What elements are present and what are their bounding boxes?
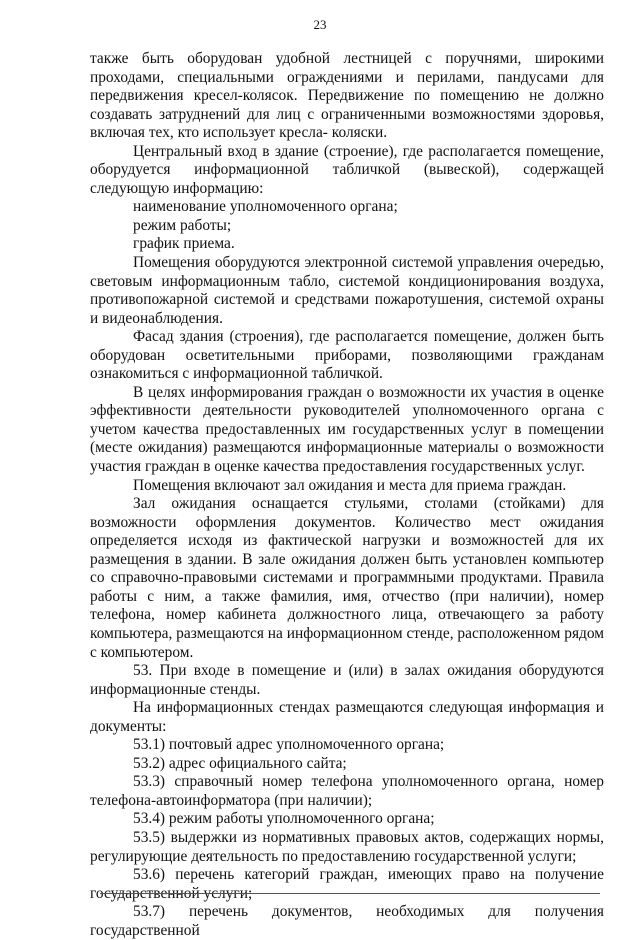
paragraph: также быть оборудован удобной лестницей с поручнями, широкими проходами, специальными ограждениями и перилами, пандусами для передвижения кресел-колясок. Передвижение по помещению не должно создавать затруднений для лиц с ограниченными возможностями здоровья, включая тех, кто использует кресла- коляски.: [90, 50, 604, 142]
paragraph: Помещения оборудуются электронной системой управления очередью, световым информационным табло, системой кондиционирования воздуха, противопожарной системой и средствами пожаротушения, системой охраны и видеонаблюдения.: [90, 254, 604, 327]
paragraph: Помещения включают зал ожидания и места для приема граждан.: [133, 476, 567, 494]
paragraph: 53.2) адрес официального сайта;: [133, 754, 347, 772]
paragraph: В целях информирования граждан о возможности их участия в оценке эффективности деятельности руководителей уполномоченного органа с учетом качества предоставленных им государственных услуг в помещении (месте ожидания) размещаются информационные материалы о возможности участия граждан в оценке качества предоставления государственных услуг.: [90, 383, 604, 476]
document-body: [90, 50, 604, 940]
list-item: наименование уполномоченного органа;: [133, 198, 398, 216]
list-item: график приема.: [133, 235, 235, 253]
page-bottom-rule: [100, 893, 600, 894]
paragraph: Зал ожидания оснащается стульями, столами (стойками) для возможности оформления документов. Количество мест ожидания определяется исходя из фактической нагрузки и возможностей для их размещения в здании. В зале ожидания должен быть установлен компьютер со справочно-правовыми системами и программными продуктами. Правила работы с ним, а также фамилия, имя, отчество (при наличии), номер телефона, номер кабинета должностного лица, отвечающего за работу компьютера, размещаются на информационном стенде, расположенном рядом с компьютером.: [90, 495, 604, 661]
paragraph: 53.6) перечень категорий граждан, имеющих право на получение государственной услуги;: [90, 866, 604, 902]
paragraph: Центральный вход в здание (строение), где располагается помещение, оборудуется информационной табличкой (вывеской), содержащей следующую информацию:: [90, 142, 604, 197]
paragraph: 53.4) режим работы уполномоченного органа;: [133, 810, 435, 828]
paragraph: На информационных стендах размещаются следующая информация и документы:: [90, 699, 604, 735]
page-number: 23: [313, 17, 327, 32]
paragraph: 53.7) перечень документов, необходимых для получения государственной: [90, 903, 604, 939]
paragraph: 53.5) выдержки из нормативных правовых актов, содержащих нормы, регулирующие деятельность по предоставлению государственной услуги;: [90, 828, 604, 865]
paragraph: 53. При входе в помещение и (или) в залах ожидания оборудуются информационные стенды.: [90, 662, 604, 698]
paragraph: 53.1) почтовый адрес уполномоченного органа;: [133, 736, 445, 754]
paragraph: Фасад здания (строения), где располагается помещение, должен быть оборудован осветительными приборами, позволяющими гражданам ознакомиться с информационной табличкой.: [90, 328, 604, 383]
paragraph: 53.3) справочный номер телефона уполномоченного органа, номер телефона-автоинформатора (при наличии);: [90, 773, 604, 809]
list-item: режим работы;: [133, 216, 232, 234]
